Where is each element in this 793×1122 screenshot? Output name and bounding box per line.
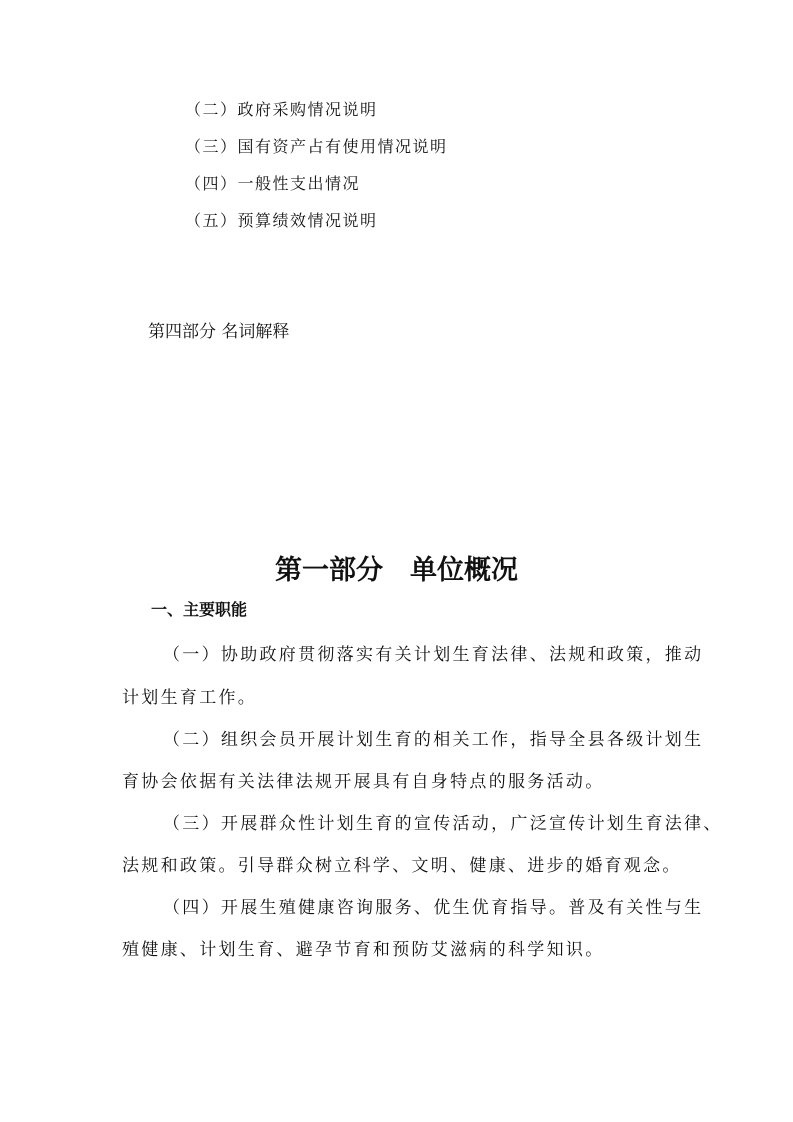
part1-title: 第一部分 单位概况 xyxy=(275,555,518,586)
paragraph-4-line-1: （四）开展生殖健康咨询服务、优生优育指导。普及有关性与生 xyxy=(163,898,704,918)
toc-item-state-assets: （三）国有资产占有使用情况说明 xyxy=(185,137,448,156)
paragraph-1-line-1: （一）协助政府贯彻落实有关计划生育法律、法规和政策，推动 xyxy=(163,645,704,665)
toc-item-government-procurement: （二）政府采购情况说明 xyxy=(185,100,378,119)
paragraph-2-line-1: （二）组织会员开展计划生育的相关工作，指导全县各级计划生 xyxy=(163,730,704,750)
paragraph-4-line-2: 殖健康、计划生育、避孕节育和预防艾滋病的科学知识。 xyxy=(122,940,605,960)
main-functions-heading: 一、主要职能 xyxy=(151,600,248,619)
part4-heading: 第四部分 名词解释 xyxy=(148,322,290,342)
paragraph-2-line-2: 育协会依据有关法律法规开展具有自身特点的服务活动。 xyxy=(122,772,605,792)
toc-item-general-expenditure: （四）一般性支出情况 xyxy=(185,174,361,193)
toc-item-performance: （五）预算绩效情况说明 xyxy=(185,211,378,230)
paragraph-1-line-2: 计划生育工作。 xyxy=(122,688,258,708)
paragraph-3-line-2: 法规和政策。引导群众树立科学、文明、健康、进步的婚育观念。 xyxy=(122,856,682,876)
paragraph-3-line-1: （三）开展群众性计划生育的宣传活动，广泛宣传计划生育法律、 xyxy=(163,814,723,834)
